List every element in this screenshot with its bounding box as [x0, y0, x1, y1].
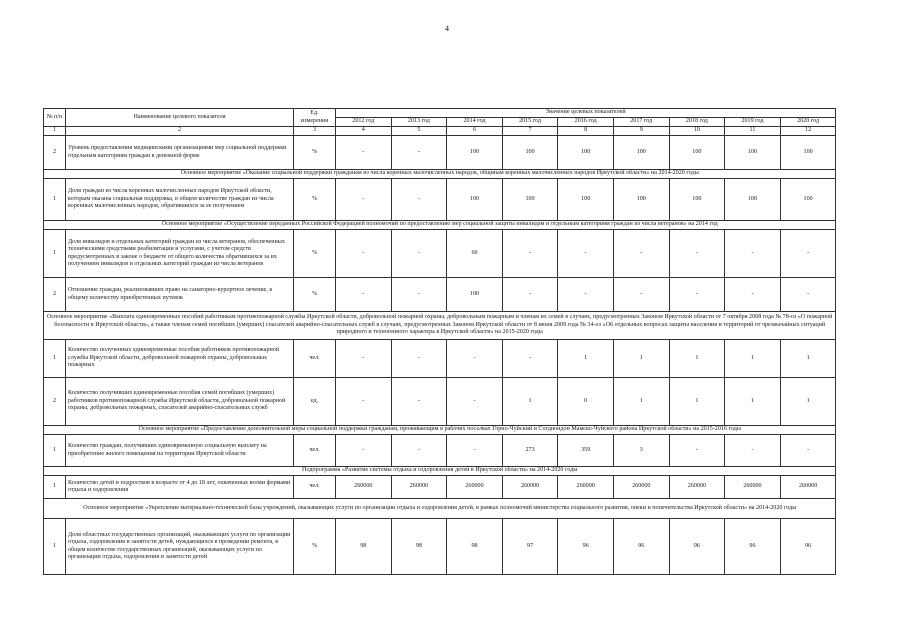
- indicator-value: -: [391, 136, 447, 170]
- indicator-value: -: [725, 278, 781, 312]
- indicator-value: 96: [725, 519, 781, 575]
- header-column-number: 9: [613, 127, 669, 136]
- indicator-value: 97: [502, 519, 558, 575]
- indicator-value: 260000: [669, 476, 725, 499]
- table-row: [44, 378, 836, 426]
- unit-of-measure: чел.: [294, 435, 336, 467]
- indicators-table-wrapper: [43, 108, 836, 575]
- table-row: [44, 136, 836, 170]
- indicator-value: -: [780, 435, 836, 467]
- indicator-name: Доля областных государственных организаций, оказывающих услуги по организации отдыха, оздоровления и занятости детей, нуждающихся в проведении ремонта, в общем количестве государственных организаций, оказывающих услуги по организации отдыха, оздоровления и занятости детей: [66, 519, 294, 575]
- indicator-value: 260000: [613, 476, 669, 499]
- indicator-value: 260000: [558, 476, 614, 499]
- indicator-value: -: [780, 278, 836, 312]
- section-row: [44, 312, 836, 340]
- indicator-value: -: [336, 378, 392, 426]
- indicator-value: -: [613, 230, 669, 278]
- indicator-value: 260000: [725, 476, 781, 499]
- header-column-number: 11: [725, 127, 781, 136]
- indicator-value: -: [336, 340, 392, 378]
- indicator-value: 1: [502, 378, 558, 426]
- section-row: [44, 499, 836, 519]
- indicator-value: -: [447, 435, 503, 467]
- indicator-value: -: [391, 278, 447, 312]
- section-title: Подпрограмма «Развитие системы отдыха и оздоровления детей в Иркутской области» на 2014-2020 годы: [44, 467, 836, 476]
- header-column-number: 7: [502, 127, 558, 136]
- indicator-value: -: [502, 340, 558, 378]
- table-row: [44, 278, 836, 312]
- row-number: 1: [44, 340, 66, 378]
- indicator-value: 260000: [391, 476, 447, 499]
- header-year: 2020 год: [780, 118, 836, 127]
- header-column-number: 10: [669, 127, 725, 136]
- indicator-value: 100: [613, 136, 669, 170]
- indicator-value: -: [391, 230, 447, 278]
- indicator-value: -: [502, 230, 558, 278]
- indicator-value: 100: [725, 179, 781, 221]
- indicator-value: 260000: [336, 476, 392, 499]
- row-number: 2: [44, 378, 66, 426]
- indicator-value: -: [391, 179, 447, 221]
- indicator-value: 1: [725, 340, 781, 378]
- table-row: [44, 179, 836, 221]
- header-year: 2015 год: [502, 118, 558, 127]
- indicator-value: -: [391, 340, 447, 378]
- page-number: 4: [445, 24, 449, 33]
- row-number: 1: [44, 435, 66, 467]
- indicator-name: Количество граждан, получивших единовременную социальную выплату на приобретение жилого помещения на территории Иркутской области: [66, 435, 294, 467]
- indicator-value: 100: [780, 136, 836, 170]
- indicator-value: -: [725, 230, 781, 278]
- section-title: Основное мероприятие «Укрепление материально-технической базы учреждений, оказывающих услуги по организации отдыха и оздоровления детей, в рамках полномочий министерства социального развития, опеки и попечительства Иркутской области» на 2014-2020 годы: [44, 499, 836, 519]
- indicator-value: -: [669, 435, 725, 467]
- unit-of-measure: ед.: [294, 378, 336, 426]
- header-year: 2013 год: [391, 118, 447, 127]
- indicator-value: -: [558, 230, 614, 278]
- indicator-value: -: [447, 340, 503, 378]
- row-number: 2: [44, 278, 66, 312]
- header-column-number: 2: [66, 127, 294, 136]
- indicator-value: 1: [613, 340, 669, 378]
- unit-of-measure: чел.: [294, 476, 336, 499]
- indicator-value: 96: [558, 519, 614, 575]
- indicator-value: 100: [447, 179, 503, 221]
- section-row: [44, 426, 836, 435]
- indicator-value: -: [336, 230, 392, 278]
- indicator-value: 96: [780, 519, 836, 575]
- indicator-value: 100: [669, 179, 725, 221]
- indicator-value: 100: [558, 136, 614, 170]
- indicator-name: Доля инвалидов и отдельных категорий граждан из числа ветеранов, обеспеченных техническими средствами реабилитации и услугами, с учетом средств предусмотренных в законе о бюджете от общего количества обратившихся за их получением инвалидов и отдельных категорий граждан из числа ветеранов: [66, 230, 294, 278]
- header-column-number: 4: [336, 127, 392, 136]
- header-year: 2014 год: [447, 118, 503, 127]
- header-year: 2017 год: [613, 118, 669, 127]
- indicator-value: 100: [669, 136, 725, 170]
- indicator-value: -: [669, 278, 725, 312]
- indicator-value: 260000: [447, 476, 503, 499]
- indicator-value: -: [336, 136, 392, 170]
- row-number: 1: [44, 179, 66, 221]
- indicator-value: 96: [613, 519, 669, 575]
- table-row: [44, 476, 836, 499]
- indicator-value: -: [336, 278, 392, 312]
- table-header: [44, 109, 836, 136]
- indicator-name: Доля граждан из числа коренных малочисленных народов Иркутской области, которым оказана социальная поддержка, в общем количестве граждан из числа коренных малочисленных народов, обратившихся за ее получением: [66, 179, 294, 221]
- indicator-value: 100: [613, 179, 669, 221]
- indicator-value: -: [725, 435, 781, 467]
- header-column-numbers-row: [44, 127, 836, 136]
- indicator-value: -: [391, 378, 447, 426]
- table-row: [44, 435, 836, 467]
- section-row: [44, 467, 836, 476]
- unit-of-measure: %: [294, 278, 336, 312]
- indicator-value: 3: [613, 435, 669, 467]
- section-row: [44, 170, 836, 179]
- header-column-number: 6: [447, 127, 503, 136]
- indicator-value: -: [502, 278, 558, 312]
- indicator-value: 98: [336, 519, 392, 575]
- indicator-value: 100: [447, 136, 503, 170]
- unit-of-measure: %: [294, 519, 336, 575]
- indicator-name: Количество полученных единовременные пособия работников противопожарной службы Иркутской области, добровольной пожарной охраны, добровольных пожарных: [66, 340, 294, 378]
- header-num: № п/п: [44, 109, 66, 127]
- indicator-value: 96: [669, 519, 725, 575]
- indicator-value: 100: [558, 179, 614, 221]
- unit-of-measure: %: [294, 230, 336, 278]
- header-year: 2019 год: [725, 118, 781, 127]
- table-row: [44, 519, 836, 575]
- header-column-number: 8: [558, 127, 614, 136]
- header-values: Значение целевых показателей: [336, 109, 836, 118]
- section-title: Основное мероприятие «Осуществление переданных Российской Федерацией полномочий по предоставлению мер социальной защиты инвалидам и отдельным категориям граждан из числа ветеранов» на 2014 год: [44, 221, 836, 230]
- header-year: 2018 год: [669, 118, 725, 127]
- indicator-value: -: [391, 435, 447, 467]
- header-column-number: 5: [391, 127, 447, 136]
- indicator-value: -: [336, 435, 392, 467]
- indicator-value: 1: [558, 340, 614, 378]
- indicator-name: Отношение граждан, реализовавших право на санаторно-курортное лечение, к общему количеству приобретенных путевок: [66, 278, 294, 312]
- header-year: 2016 год: [558, 118, 614, 127]
- indicator-value: -: [780, 230, 836, 278]
- indicator-value: 1: [613, 378, 669, 426]
- indicator-value: 100: [447, 278, 503, 312]
- header-column-number: 1: [44, 127, 66, 136]
- indicator-value: 260000: [780, 476, 836, 499]
- row-number: 1: [44, 476, 66, 499]
- header-unit: Ед. измерения: [294, 109, 336, 127]
- indicator-value: 100: [780, 179, 836, 221]
- indicator-value: 260000: [502, 476, 558, 499]
- indicator-name: Уровень предоставления медицинскими организациями мер социальной поддержки отдельным категориям граждан в денежной форме: [66, 136, 294, 170]
- indicator-value: -: [613, 278, 669, 312]
- table-row: [44, 230, 836, 278]
- header-column-number: 12: [780, 127, 836, 136]
- indicator-value: 100: [502, 179, 558, 221]
- section-title: Основное мероприятие «Выплата единовременных пособий работникам противопожарной службы Иркутской области, добровольной пожарной охраны, добровольным пожарным и членам их семей в случаях, предусмотренных Законом Иркутской области от 7 октября 2008 года № 78-оз «О пожарной безопасности в Иркутской области», а также членам семей погибших (умерших) спасателей аварийно-спасательных служб в случаях, предусмотренных Законом Иркутской области от 8 июня 2009 года № 34-оз «Об отдельных вопросах защиты населения и территорий от чрезвычайных ситуаций природного и техногенного характера в Иркутской области» на 2015-2020 годы: [44, 312, 836, 340]
- section-title: Основное мероприятие «Оказание социальной поддержки гражданам из числа коренных малочисленных народов, общинам коренных малочисленных народов Иркутской области» на 2014-2020 годы: [44, 170, 836, 179]
- indicator-value: -: [669, 230, 725, 278]
- row-number: 1: [44, 230, 66, 278]
- unit-of-measure: %: [294, 136, 336, 170]
- indicator-value: 359: [558, 435, 614, 467]
- indicator-value: 98: [447, 519, 503, 575]
- indicator-value: 1: [725, 378, 781, 426]
- indicator-value: 98: [391, 519, 447, 575]
- indicators-table: [43, 108, 836, 575]
- section-title: Основное мероприятие «Предоставление дополнительной меры социальной поддержки гражданам, проживающим в рабочих поселках Горно-Чуйский и Согдиондон Мамско-Чуйского района Иркутской области» на 2015-2016 годы: [44, 426, 836, 435]
- indicator-value: 60: [447, 230, 503, 278]
- indicator-value: 100: [725, 136, 781, 170]
- indicator-value: -: [336, 179, 392, 221]
- indicator-value: 273: [502, 435, 558, 467]
- row-number: 2: [44, 136, 66, 170]
- unit-of-measure: чел.: [294, 340, 336, 378]
- indicator-value: 1: [780, 378, 836, 426]
- indicator-name: Количество получивших единовременные пособия семей погибших (умерших) работников противопожарной службы Иркутской области, добровольной пожарной охраны, добровольных пожарных, спасателей аварийно-спасательных служб: [66, 378, 294, 426]
- header-year: 2012 год: [336, 118, 392, 127]
- indicator-name: Количество детей и подростков в возрасте от 4 до 18 лет, охваченных всеми формами отдыха и оздоровления: [66, 476, 294, 499]
- header-column-number: 3: [294, 127, 336, 136]
- unit-of-measure: %: [294, 179, 336, 221]
- table-row: [44, 340, 836, 378]
- row-number: 1: [44, 519, 66, 575]
- indicator-value: -: [558, 278, 614, 312]
- indicator-value: 1: [669, 378, 725, 426]
- indicator-value: 1: [780, 340, 836, 378]
- indicator-value: 100: [502, 136, 558, 170]
- indicator-value: 1: [669, 340, 725, 378]
- section-row: [44, 221, 836, 230]
- table-body: [44, 136, 836, 575]
- indicator-value: 0: [558, 378, 614, 426]
- header-name: Наименование целевого показателя: [66, 109, 294, 127]
- indicator-value: -: [447, 378, 503, 426]
